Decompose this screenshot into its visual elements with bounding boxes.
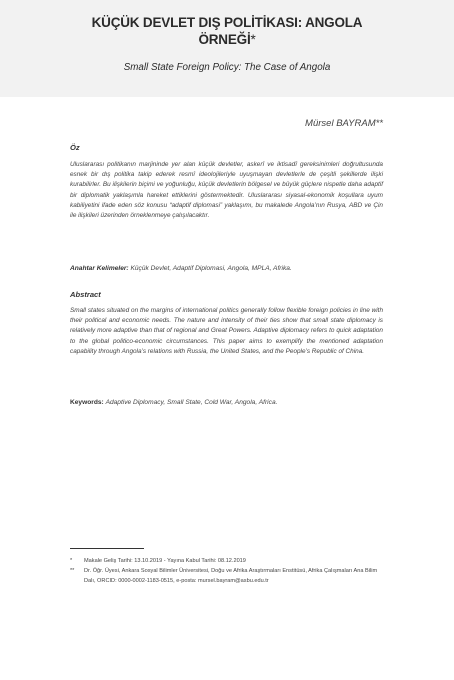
footnote-1-text: Makale Geliş Tarihi: 13.10.2019 - Yayına Kabul Tarihi: 08.12.2019	[84, 558, 246, 564]
abstract-text: Small states situated on the margins of international politics generally follow flexible foreign policies in line with their political and economic needs. The nature and intensity of their ties show that small state diplomacy is relatively more adaptive than that of regional and Great Powers. Adaptive diplomacy refers to quick adaptation to the global politico-economic circumstances. This paper aims to exemplify the mentioned adaptation capability through Angola’s relations with Russia, the United States, and the People’s Republic of China.	[70, 307, 383, 355]
footnote-2-text: Dr. Öğr. Üyesi, Ankara Sosyal Bilimler Üniversitesi, Doğu ve Afrika Araştırmaları Enstitüsü, Afrika Çalışmaları Ana Bilim Dalı, ORCID: 0000-0002-1183-0515, e-posta: mursel.bayram@asbu.edu.tr	[84, 568, 378, 584]
oz-heading: Öz	[70, 143, 80, 152]
footnote-2-symbol: **	[70, 568, 75, 574]
oz-text: Uluslararası politikanın marjininde yer alan küçük devletler, askerî ve iktisadî gereksinimleri doğrultusunda esnek bir dış politika takip ederek resmî ideolojileriyle uyuşmayan devletlerle de çeşitli şekillerde ilişki kurabilirler. Bu ilişkilerin biçimi ve yoğunluğu, küçük devletlerin bölgesel ve büyük güçlere nispetle daha adaptif bir diplomatik yaklaşımla hareket ettiklerini göstermektedir. Uluslararası siyasal-ekonomik koşullara uyum kabiliyetini ifade eden söz konusu “adaptif diplomasi” yaklaşımı, bu makalede Angola’nın Rusya, ABD ve Çin ile ilişkileri üzerinden örneklenmeye çalışılacaktır.	[70, 161, 383, 220]
keywords-tr-label: Anahtar Kelimeler:	[70, 265, 129, 272]
keywords-en-label: Keywords:	[70, 399, 104, 406]
title-footnote-mark: *	[250, 32, 256, 47]
title-line-2: ÖRNEĞİ	[198, 32, 251, 47]
abstract-heading: Abstract	[70, 290, 101, 299]
footnote-divider	[70, 548, 144, 549]
keywords-en-value: Adaptive Diplomacy, Small State, Cold War, Angola, Africa.	[105, 399, 278, 406]
keywords-tr-value: Küçük Devlet, Adaptif Diplomasi, Angola, MPLA, Afrika.	[130, 265, 292, 272]
keywords-en	[70, 398, 383, 408]
author-name: Mürsel BAYRAM**	[305, 118, 383, 129]
keywords-tr	[70, 264, 383, 274]
title-line-1: KÜÇÜK DEVLET DIŞ POLİTİKASI: ANGOLA	[91, 15, 363, 30]
paper-title	[60, 14, 394, 48]
footnote-1-symbol: *	[70, 558, 73, 564]
paper-subtitle: Small State Foreign Policy: The Case of Angola	[123, 62, 331, 73]
